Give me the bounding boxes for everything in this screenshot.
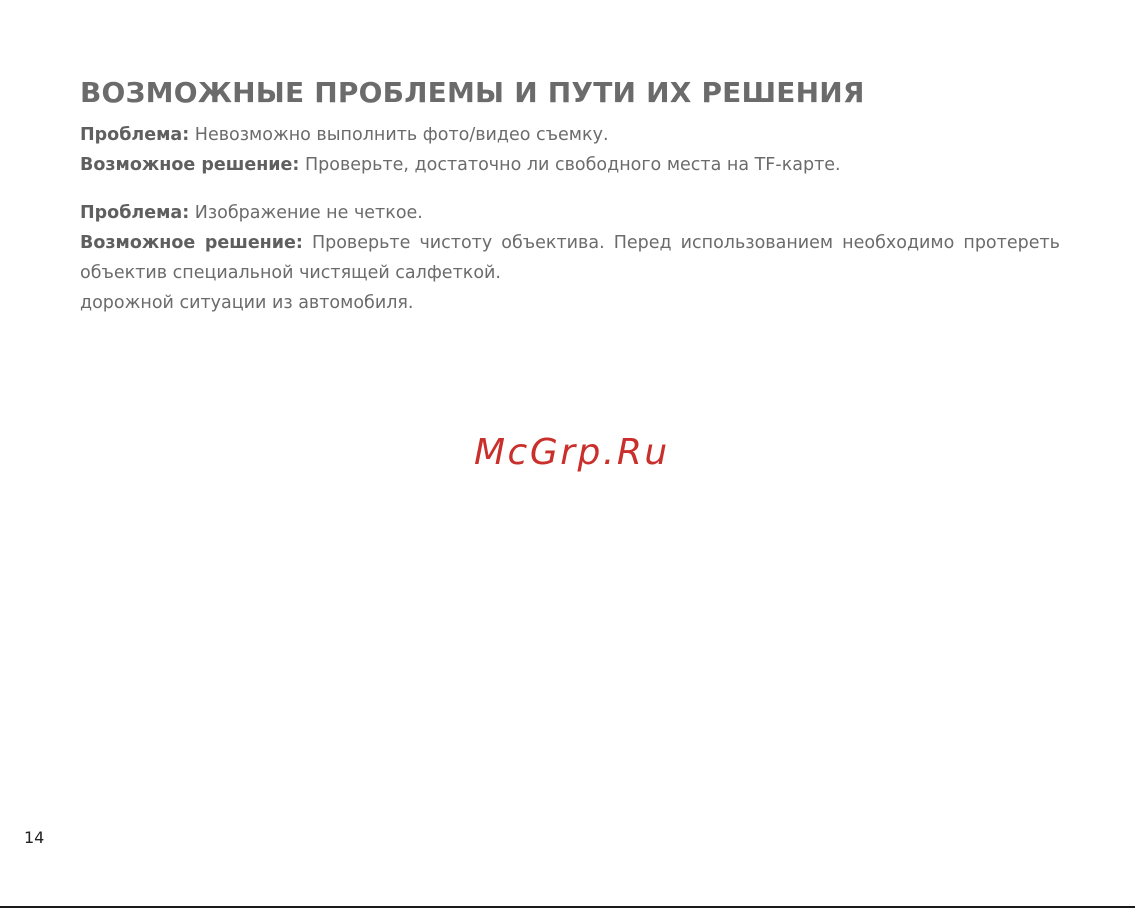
solution-line bbox=[80, 150, 1060, 180]
problem-label: Проблема: bbox=[80, 125, 190, 145]
page-number: 14 bbox=[24, 828, 45, 847]
solution-label: Возможное решение: bbox=[80, 155, 300, 175]
problem-block-1 bbox=[80, 120, 1060, 180]
solution-text: Проверьте чистоту объектива. Перед использованием необходимо протереть объектив специальной чистящей салфеткой. bbox=[80, 233, 1060, 283]
problem-block-2 bbox=[80, 198, 1060, 318]
problem-line bbox=[80, 198, 1060, 228]
problem-text: Изображение не четкое. bbox=[189, 203, 423, 223]
solution-label: Возможное решение: bbox=[80, 233, 303, 253]
problem-label: Проблема: bbox=[80, 203, 190, 223]
solution-line bbox=[80, 228, 1060, 288]
solution-text: Проверьте, достаточно ли свободного места на TF-карте. bbox=[299, 155, 841, 175]
problem-text: Невозможно выполнить фото/видео съемку. bbox=[189, 125, 609, 145]
problem-line bbox=[80, 120, 1060, 150]
watermark: McGrp.Ru bbox=[474, 432, 670, 473]
page-title: ВОЗМОЖНЫЕ ПРОБЛЕМЫ И ПУТИ ИХ РЕШЕНИЯ bbox=[80, 76, 865, 109]
extra-line: дорожной ситуации из автомобиля. bbox=[80, 293, 414, 313]
